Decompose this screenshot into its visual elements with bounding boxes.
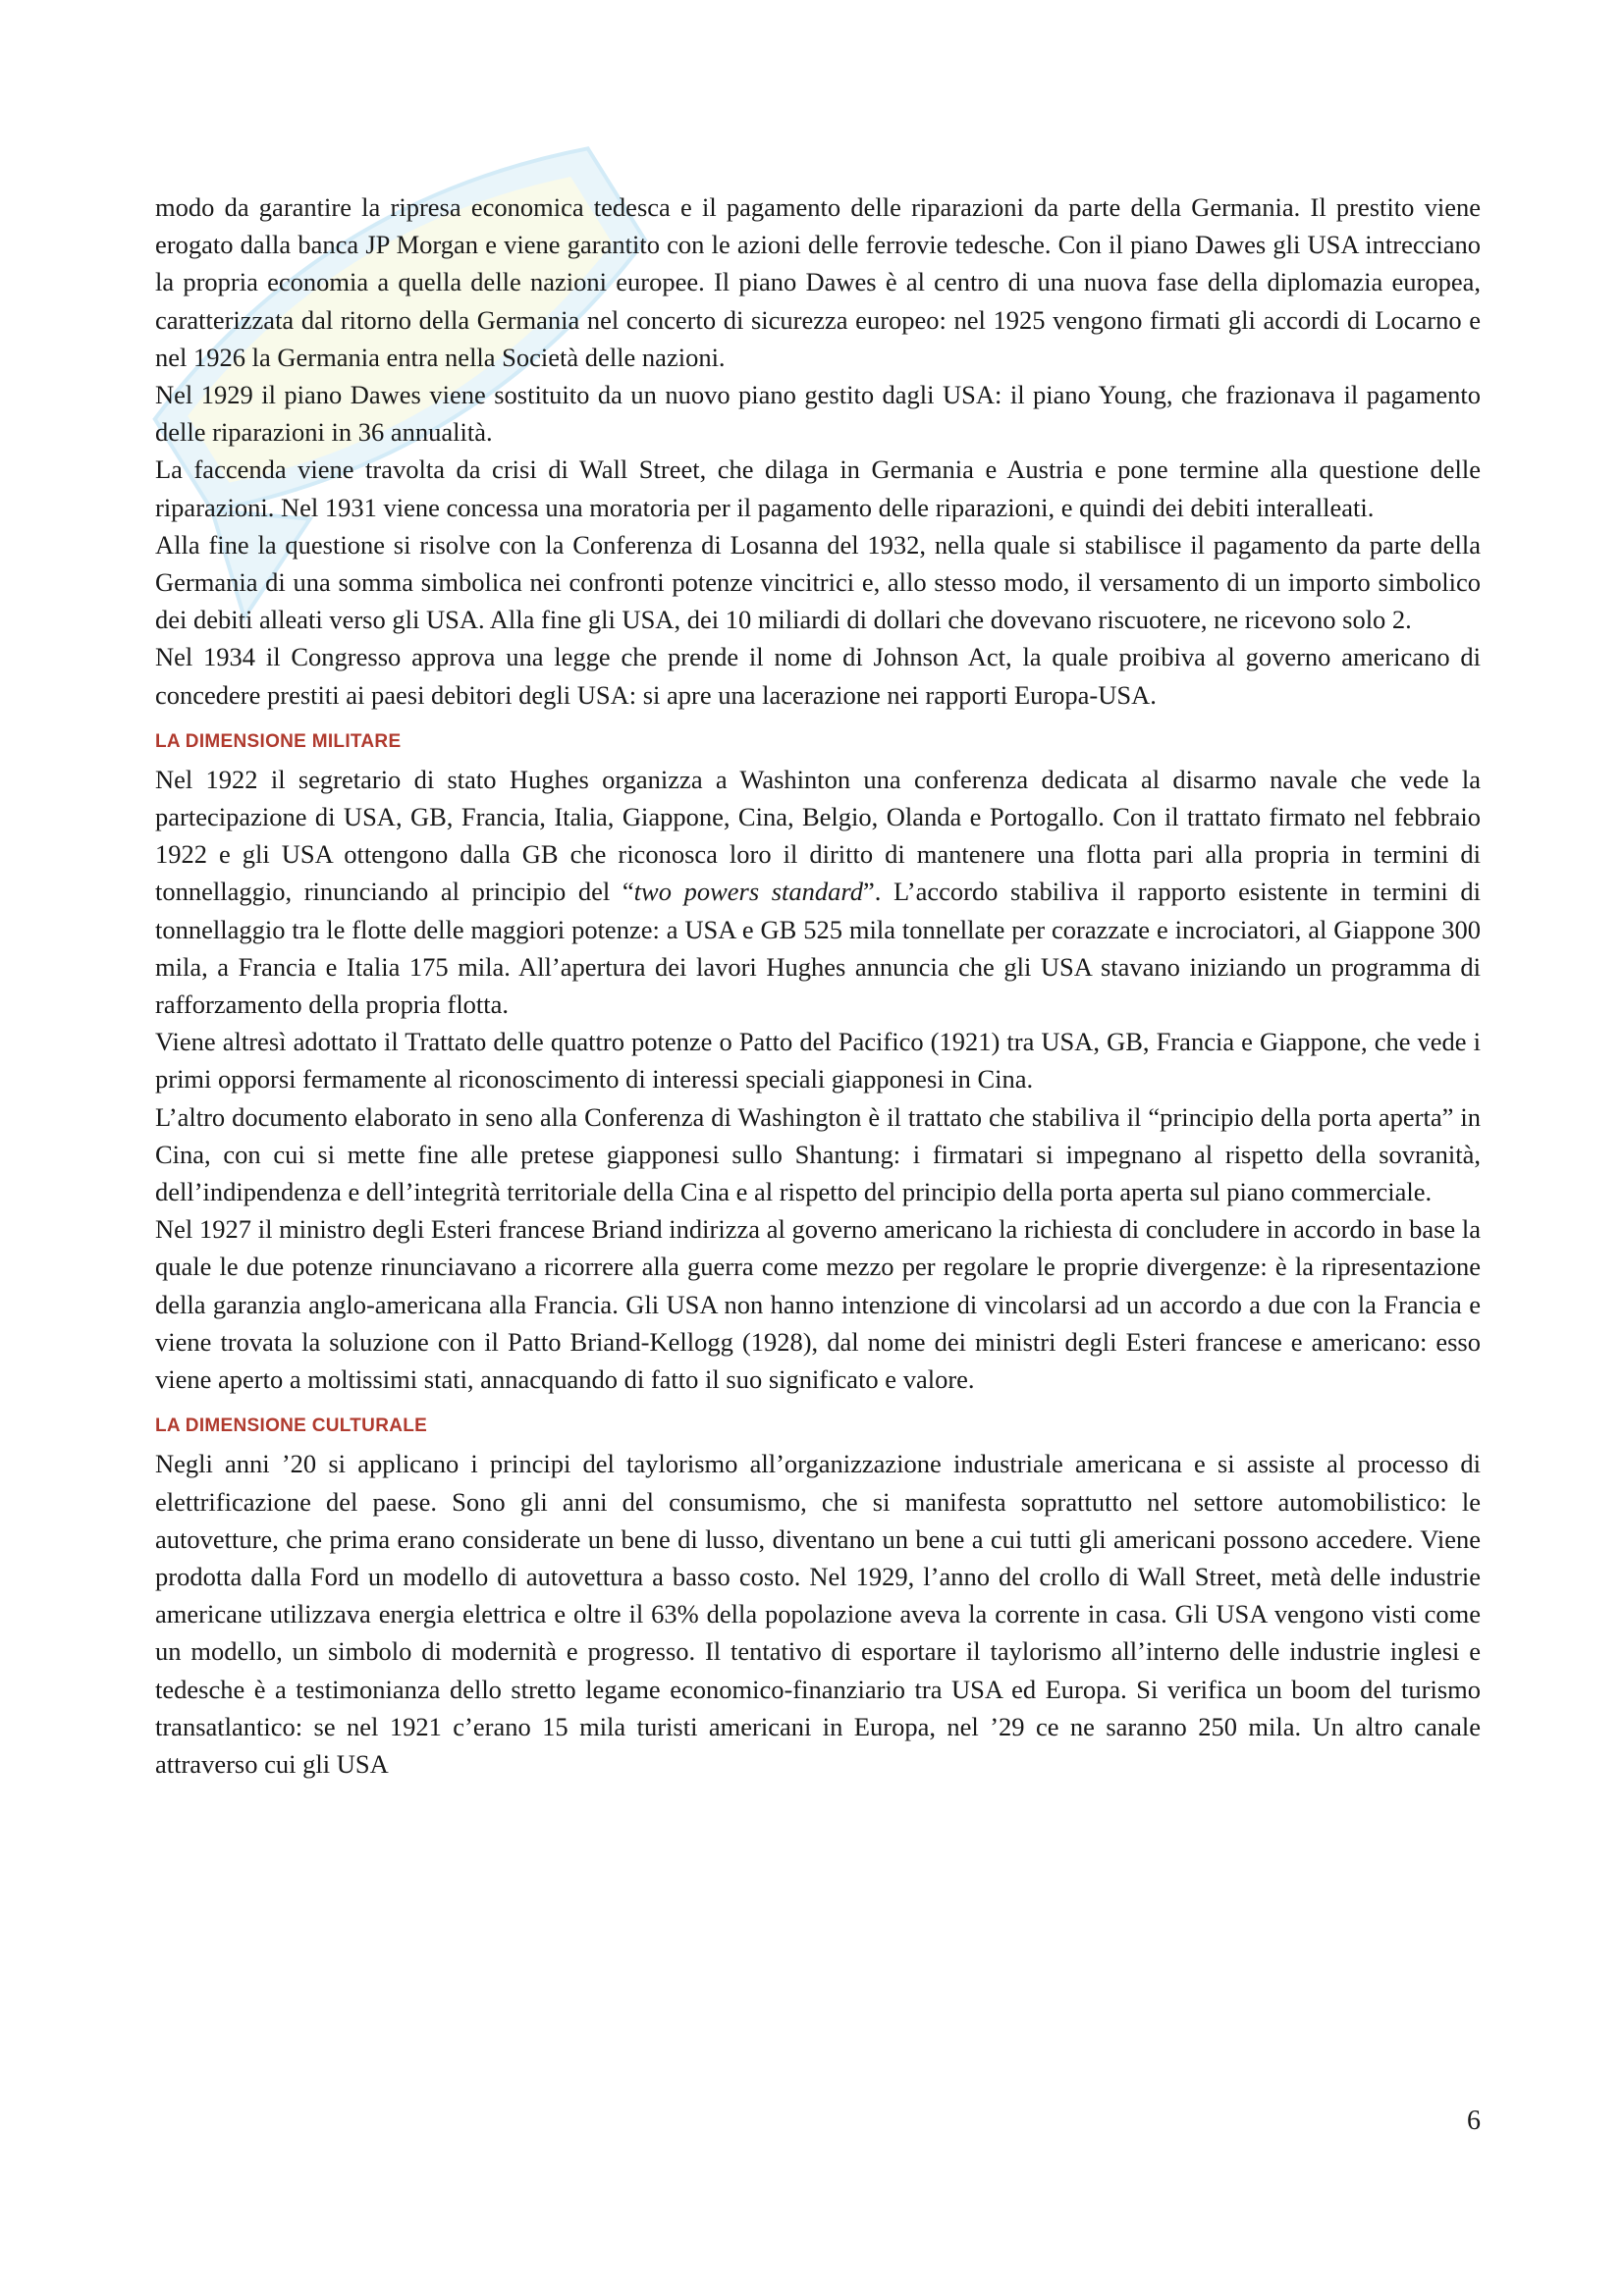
intro-paragraph-5: Nel 1934 il Congresso approva una legge che prende il nome di Johnson Act, la quale proibiva al governo americano di concedere prestiti ai paesi debitori degli USA: si apre una lacerazione nei rapporti Europa-USA. <box>155 642 1481 710</box>
intro-paragraph-3: La faccenda viene travolta da crisi di Wall Street, che dilaga in Germania e Austria e pone termine alla questione delle riparazioni. Nel 1931 viene concessa una moratoria per il pagamento delle riparazioni, e quindi dei debiti interalleati. <box>155 454 1481 522</box>
military-paragraph-1 <box>155 761 1481 1023</box>
intro-paragraph-4: Alla fine la questione si risolve con la Conferenza di Losanna del 1932, nella quale si stabilisce il pagamento da parte della Germania di una somma simbolica nei confronti potenze vincitrici e, allo stesso modo, il versamento di un importo simbolico dei debiti alleati verso gli USA. Alla fine gli USA, dei 10 miliardi di dollari che dovevano riscuotere, ne ricevono solo 2. <box>155 529 1481 635</box>
military-paragraph-2: Viene altresì adottato il Trattato delle quattro potenze o Patto del Pacifico (1921) tra USA, GB, Francia e Giappone, che vede i primi opporsi fermamente al riconoscimento di interessi speciali giapponesi in Cina. <box>155 1027 1481 1095</box>
section-heading-cultural: LA DIMENSIONE CULTURALE <box>155 1415 428 1437</box>
military-paragraph-4: Nel 1927 il ministro degli Esteri francese Briand indirizza al governo americano la richiesta di concludere in accordo in base la quale le due potenze rinunciavano a ricorrere alla guerra come mezzo per regolare le proprie divergenze: è la ripresentazione della garanzia anglo-americana alla Francia. Gli USA non hanno intenzione di vincolarsi ad un accordo a due con la Francia e viene trovata la soluzione con il Patto Briand-Kellogg (1928), dal nome dei ministri degli Esteri francese e americano: esso viene aperto a moltissimi stati, annacquando di fatto il suo significato e valore. <box>155 1214 1481 1395</box>
document-body <box>155 188 1481 1783</box>
military-p1-text-b: ”. L’accordo stabiliva il rapporto esistente in termini di tonnellaggio tra le flotte delle maggiori potenze: a USA e GB 525 mila tonnellate per corazzate e incrociatori, al Giappone 300 mila, a Francia e Italia 175 mila. All’apertura dei lavori Hughes annuncia che gli USA stavano iniziando un programma di rafforzamento della propria flotta. <box>155 877 1482 1020</box>
intro-paragraph-1: modo da garantire la ripresa economica tedesca e il pagamento delle riparazioni da parte della Germania. Il prestito viene erogato dalla banca JP Morgan e viene garantito con le azioni delle ferrovie tedesche. Con il piano Dawes gli USA intrecciano la propria economia a quella delle nazioni europee. Il piano Dawes è al centro di una nuova fase della diplomazia europea, caratterizzata dal ritorno della Germania nel concerto di sicurezza europeo: nel 1925 vengono firmati gli accordi di Locarno e nel 1926 la Germania entra nella Società delle nazioni. <box>155 192 1481 372</box>
military-paragraph-3: L’altro documento elaborato in seno alla Conferenza di Washington è il trattato che stabiliva il “principio della porta aperta” in Cina, con cui si mette fine alle pretese giapponesi sullo Shantung: i firmatari si impegnano al rispetto della sovranità, dell’indipendenza e dell’integrità territoriale della Cina e al rispetto del principio della porta aperta sul piano commerciale. <box>155 1101 1481 1207</box>
two-powers-standard-term: two powers standard <box>633 877 863 907</box>
intro-paragraph-2: Nel 1929 il piano Dawes viene sostituito da un nuovo piano gestito dagli USA: il piano Young, che frazionava il pagamento delle riparazioni in 36 annualità. <box>155 380 1481 448</box>
cultural-paragraph-1: Negli anni ’20 si applicano i principi del taylorismo all’organizzazione industriale americana e si assiste al processo di elettrificazione del paese. Sono gli anni del consumismo, che si manifesta soprattutto nel settore automobilistico: le autovetture, che prima erano considerate un bene di lusso, diventano un bene a cui tutti gli americani possono accedere. Viene prodotta dalla Ford un modello di autovettura a basso costo. Nel 1929, l’anno del crollo di Wall Street, metà delle industrie americane utilizzava energia elettrica e oltre il 63% della popolazione aveva la corrente in casa. Gli USA vengono visti come un modello, un simbolo di modernità e progresso. Il tentativo di esportare il taylorismo all’interno delle industrie inglesi e tedesche è a testimonianza dello stretto legame economico-finanziario tra USA ed Europa. Si verifica un boom del turismo transatlantico: se nel 1921 c’erano 15 mila turisti americani in Europa, nel ’29 ce ne saranno 250 mila. Un altro canale attraverso cui gli USA <box>155 1449 1481 1779</box>
section-heading-military: LA DIMENSIONE MILITARE <box>155 730 402 752</box>
page-number: 6 <box>1467 2106 1481 2136</box>
military-p1-text-a: Nel 1922 il segretario di stato Hughes organizza a Washinton una conferenza dedicata al disarmo navale che vede la partecipazione di USA, GB, Francia, Italia, Giappone, Cina, Belgio, Olanda e Portogallo. Con il trattato firmato nel febbraio 1922 e gli USA ottengono dalla GB che riconosca loro il diritto di mantenere una flotta pari alla propria in termini di tonnellaggio, rinunciando al principio del “ <box>155 764 1481 907</box>
